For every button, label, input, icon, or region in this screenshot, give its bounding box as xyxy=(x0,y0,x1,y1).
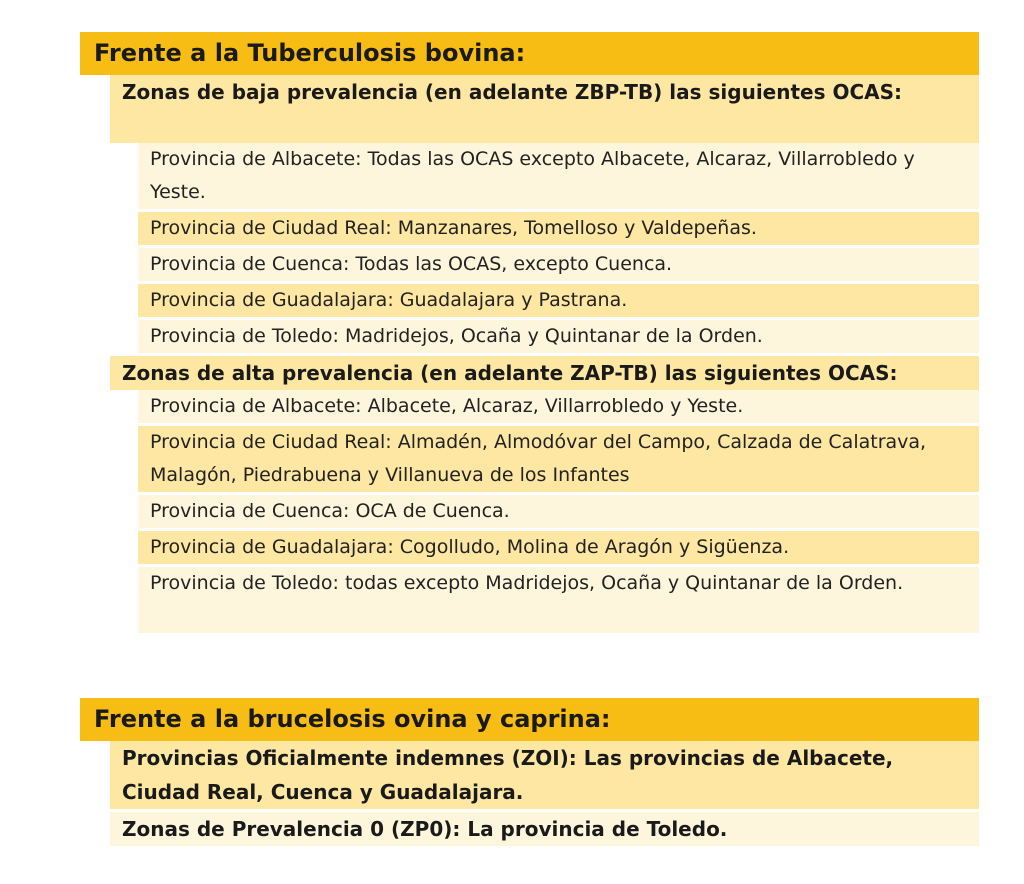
list-item: Provincia de Albacete: Todas las OCAS excepto Albacete, Alcaraz, Villarrobledo y Yeste. xyxy=(138,143,979,209)
brucellosis-header: Frente a la brucelosis ovina y caprina: xyxy=(80,698,979,741)
list-item: Provincia de Cuenca: Todas las OCAS, excepto Cuenca. xyxy=(138,248,979,281)
high-prevalence-heading: Zonas de alta prevalencia (en adelante ZAP-TB) las siguientes OCAS: xyxy=(110,356,979,390)
list-item: Provincia de Ciudad Real: Almadén, Almodóvar del Campo, Calzada de Calatrava, Malagón, Piedrabuena y Villanueva de los Infantes xyxy=(138,426,979,492)
list-item: Provincia de Guadalajara: Cogolludo, Molina de Aragón y Sigüenza. xyxy=(138,531,979,564)
high-prevalence-list xyxy=(138,390,979,633)
list-item: Provincia de Guadalajara: Guadalajara y Pastrana. xyxy=(138,284,979,317)
tuberculosis-zones xyxy=(110,75,979,633)
tuberculosis-section xyxy=(80,32,979,636)
list-item: Provincia de Toledo: todas excepto Madridejos, Ocaña y Quintanar de la Orden. xyxy=(138,567,979,633)
brucellosis-section xyxy=(80,698,979,846)
zoi-heading: Provincias Oficialmente indemnes (ZOI): Las provincias de Albacete, Ciudad Real, Cuenca y Guadalajara. xyxy=(110,741,979,809)
list-item: Provincia de Toledo: Madridejos, Ocaña y Quintanar de la Orden. xyxy=(138,320,979,353)
low-prevalence-heading: Zonas de baja prevalencia (en adelante ZBP-TB) las siguientes OCAS: xyxy=(110,75,979,143)
brucellosis-zones xyxy=(110,741,979,846)
list-item: Provincia de Albacete: Albacete, Alcaraz, Villarrobledo y Yeste. xyxy=(138,390,979,423)
zp0-heading: Zonas de Prevalencia 0 (ZP0): La provincia de Toledo. xyxy=(110,812,979,846)
list-item: Provincia de Ciudad Real: Manzanares, Tomelloso y Valdepeñas. xyxy=(138,212,979,245)
tuberculosis-header: Frente a la Tuberculosis bovina: xyxy=(80,32,979,75)
low-prevalence-list xyxy=(138,143,979,353)
list-item: Provincia de Cuenca: OCA de Cuenca. xyxy=(138,495,979,528)
